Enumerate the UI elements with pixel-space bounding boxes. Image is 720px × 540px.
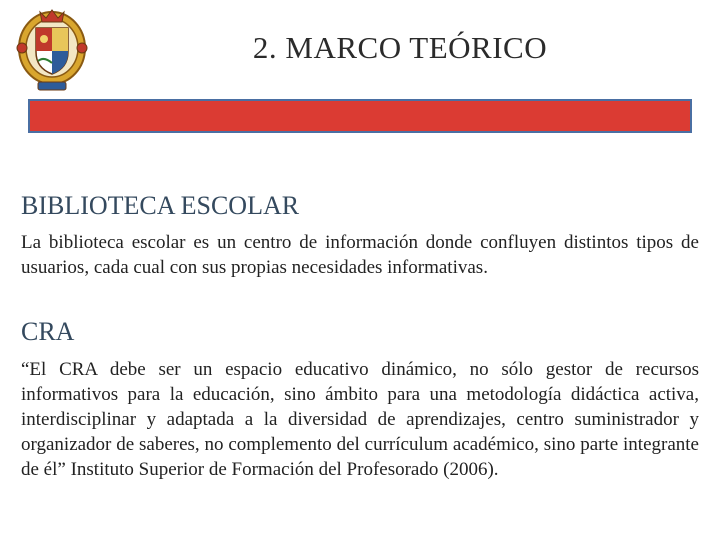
slide-title: 2. MARCO TEÓRICO — [252, 30, 548, 65]
section-heading-biblioteca: BIBLIOTECA ESCOLAR — [21, 191, 300, 220]
university-crest-icon — [14, 6, 90, 92]
section-text-biblioteca: La biblioteca escolar es un centro de información donde confluyen distintos tipos de usuarios, cada cual con sus propias necesidades informativas. — [21, 232, 699, 278]
section-text-cra: “El CRA debe ser un espacio educativo dinámico, no sólo gestor de recursos informativos para la educación, sino ámbito para una metodología didáctica activa, interdisciplinar y adaptada a la diversidad de aprendizajes, centro suministrador y organizador de saberes, no complemento del currículum académico, sino parte integrante de él” Instituto Superior de Formación del Profesorado (2006). — [21, 359, 699, 480]
section-heading-cra: CRA — [21, 317, 75, 346]
accent-bar — [28, 99, 692, 133]
